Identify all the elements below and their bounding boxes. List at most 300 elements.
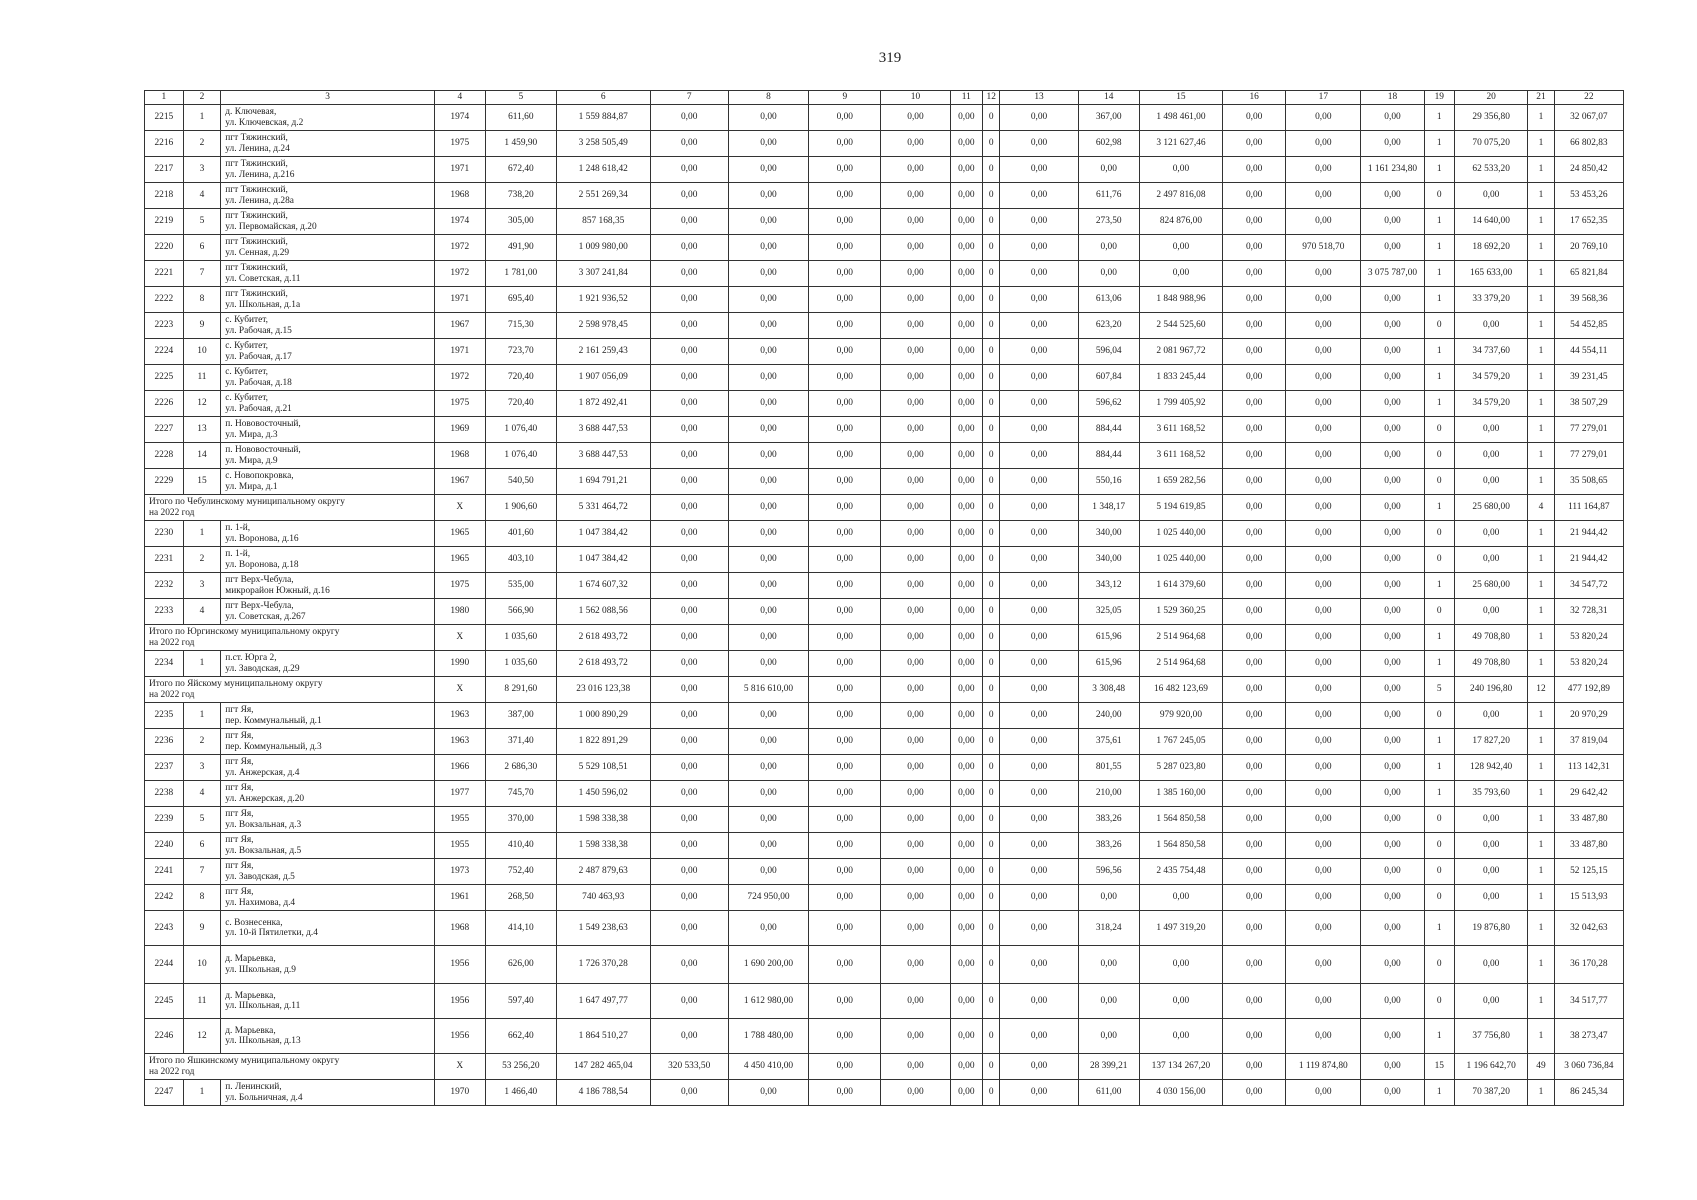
row-number-cell: 2240 <box>145 833 184 859</box>
value-cell: 1 690 200,00 <box>728 946 808 984</box>
value-cell: 34 579,20 <box>1455 391 1528 417</box>
value-cell: 0 <box>1424 599 1455 625</box>
value-cell: 25 680,00 <box>1455 573 1528 599</box>
value-cell: 0,00 <box>1455 885 1528 911</box>
value-cell: 0,00 <box>1286 157 1361 183</box>
value-cell: 0,00 <box>728 209 808 235</box>
value-cell: 32 067,07 <box>1554 105 1623 131</box>
value-cell: 0,00 <box>950 235 983 261</box>
address-cell <box>221 807 435 833</box>
row-number-cell: 2224 <box>145 339 184 365</box>
value-cell: 1 <box>1528 1080 1554 1106</box>
value-cell: 602,98 <box>1078 131 1139 157</box>
value-cell: 0,00 <box>1361 469 1424 495</box>
table-row <box>145 1019 1624 1054</box>
value-cell: 33 487,80 <box>1554 807 1623 833</box>
address-line: ул. Ключевская, д.2 <box>225 117 304 128</box>
value-cell: 0,00 <box>950 391 983 417</box>
value-cell: 12 <box>1528 677 1554 703</box>
value-cell: 1 564 850,58 <box>1139 833 1222 859</box>
value-cell: 0,00 <box>881 183 950 209</box>
value-cell: 0 <box>1424 417 1455 443</box>
row-number-cell: 2238 <box>145 781 184 807</box>
row-index-cell: 5 <box>183 807 221 833</box>
value-cell: 1 161 234,80 <box>1361 157 1424 183</box>
value-cell: 884,44 <box>1078 417 1139 443</box>
value-cell: 410,40 <box>485 833 556 859</box>
value-cell: 0,00 <box>950 833 983 859</box>
value-cell: 1 <box>1528 547 1554 573</box>
value-cell: 0,00 <box>1361 1019 1424 1054</box>
value-cell: 0 <box>983 677 1000 703</box>
value-cell: 39 568,36 <box>1554 287 1623 313</box>
value-cell: 137 134 267,20 <box>1139 1054 1222 1080</box>
value-cell: 1 <box>1424 391 1455 417</box>
value-cell: 1 <box>1528 287 1554 313</box>
value-cell: 0,00 <box>950 859 983 885</box>
value-cell: 1 035,60 <box>485 651 556 677</box>
value-cell: 0,00 <box>950 1080 983 1106</box>
value-cell: 1961 <box>434 885 485 911</box>
value-cell: 0,00 <box>1286 391 1361 417</box>
value-cell: 0,00 <box>881 547 950 573</box>
value-cell: 2 161 259,43 <box>556 339 650 365</box>
value-cell: 0,00 <box>1000 469 1078 495</box>
value-cell: 0 <box>983 781 1000 807</box>
total-label-line: Итого по Яшкинскому муниципальному округу <box>149 1056 340 1066</box>
value-cell: 0,00 <box>1223 183 1286 209</box>
value-cell: 0,00 <box>1078 885 1139 911</box>
value-cell: 49 708,80 <box>1455 651 1528 677</box>
row-number-cell: 2215 <box>145 105 184 131</box>
value-cell: 2 686,30 <box>485 755 556 781</box>
row-number-cell: 2219 <box>145 209 184 235</box>
value-cell: 0,00 <box>809 911 881 946</box>
value-cell: 1 <box>1528 235 1554 261</box>
value-cell: 1 598 338,38 <box>556 807 650 833</box>
column-header-row <box>145 91 1624 105</box>
value-cell: 1971 <box>434 157 485 183</box>
address-line: пер. Коммунальный, д.1 <box>225 715 322 726</box>
value-cell: 0,00 <box>1000 946 1078 984</box>
address-line: д. Марьевка, <box>225 990 276 1001</box>
total-label <box>145 677 435 703</box>
value-cell: 0,00 <box>728 521 808 547</box>
row-index-cell: 3 <box>183 157 221 183</box>
value-cell: 1 <box>1528 703 1554 729</box>
value-cell: 0,00 <box>1455 946 1528 984</box>
row-index-cell: 9 <box>183 313 221 339</box>
row-number-cell: 2226 <box>145 391 184 417</box>
value-cell: 0,00 <box>1223 287 1286 313</box>
value-cell: 1 <box>1528 946 1554 984</box>
value-cell: 53 453,26 <box>1554 183 1623 209</box>
value-cell: 0 <box>983 547 1000 573</box>
row-index-cell: 7 <box>183 859 221 885</box>
address-line: ул. Школьная, д.11 <box>225 1001 301 1011</box>
address-line: д. Ключевая, <box>225 107 277 117</box>
value-cell: 1 921 936,52 <box>556 287 650 313</box>
value-cell: 0,00 <box>809 131 881 157</box>
row-number-cell: 2236 <box>145 729 184 755</box>
value-cell: 0,00 <box>1455 807 1528 833</box>
value-cell: 32 728,31 <box>1554 599 1623 625</box>
value-cell: 1969 <box>434 417 485 443</box>
value-cell: 0,00 <box>950 157 983 183</box>
value-cell: 0,00 <box>950 946 983 984</box>
value-cell: 0 <box>983 157 1000 183</box>
address-line: п. Нововосточный, <box>225 419 301 429</box>
value-cell: 1977 <box>434 781 485 807</box>
value-cell: 1 833 245,44 <box>1139 365 1222 391</box>
value-cell: 0,00 <box>1361 651 1424 677</box>
value-cell: 0,00 <box>1286 1080 1361 1106</box>
address-cell <box>221 755 435 781</box>
value-cell: 0,00 <box>950 131 983 157</box>
value-cell: 0,00 <box>1361 807 1424 833</box>
value-cell: 320 533,50 <box>650 1054 728 1080</box>
value-cell: 1 612 980,00 <box>728 984 808 1019</box>
value-cell: 0,00 <box>1286 131 1361 157</box>
value-cell: 29 356,80 <box>1455 105 1528 131</box>
total-label-line: Итого по Яйскому муниципальному округу <box>149 679 323 689</box>
row-number-cell: 2227 <box>145 417 184 443</box>
value-cell: 0,00 <box>728 781 808 807</box>
value-cell: 0,00 <box>950 261 983 287</box>
value-cell: 0,00 <box>650 417 728 443</box>
row-index-cell: 11 <box>183 984 221 1019</box>
value-cell: 0,00 <box>1286 313 1361 339</box>
value-cell: 1 906,60 <box>485 495 556 521</box>
value-cell: 0,00 <box>950 625 983 651</box>
value-cell: 2 081 967,72 <box>1139 339 1222 365</box>
value-cell: 1 864 510,27 <box>556 1019 650 1054</box>
row-number-cell: 2216 <box>145 131 184 157</box>
value-cell: 0,00 <box>1361 339 1424 365</box>
value-cell: 0,00 <box>1455 313 1528 339</box>
table-row <box>145 833 1624 859</box>
value-cell: 0,00 <box>728 339 808 365</box>
value-cell: 1 <box>1528 183 1554 209</box>
value-cell: 550,16 <box>1078 469 1139 495</box>
table-row <box>145 911 1624 946</box>
value-cell: 0,00 <box>1361 946 1424 984</box>
address-line: ул. Мира, д.1 <box>225 481 278 492</box>
value-cell: 0,00 <box>950 911 983 946</box>
address-line: пгт Яя, <box>225 757 254 767</box>
value-cell: 0,00 <box>881 755 950 781</box>
value-cell: 1 <box>1528 391 1554 417</box>
value-cell: 857 168,35 <box>556 209 650 235</box>
value-cell: 1 659 282,56 <box>1139 469 1222 495</box>
value-cell: 0,00 <box>950 547 983 573</box>
table-row <box>145 1080 1624 1106</box>
total-label <box>145 625 435 651</box>
address-line: пгт Тяжинский, <box>225 237 288 247</box>
value-cell: 1 <box>1424 105 1455 131</box>
value-cell: 1 799 405,92 <box>1139 391 1222 417</box>
row-index-cell: 6 <box>183 833 221 859</box>
value-cell: 0,00 <box>1223 755 1286 781</box>
table-row <box>145 703 1624 729</box>
value-cell: 0 <box>983 339 1000 365</box>
value-cell: 0,00 <box>1000 885 1078 911</box>
value-cell: 340,00 <box>1078 547 1139 573</box>
value-cell: 1963 <box>434 729 485 755</box>
value-cell: 0,00 <box>728 1080 808 1106</box>
row-index-cell: 1 <box>183 1080 221 1106</box>
value-cell: 0,00 <box>1139 235 1222 261</box>
value-cell: 403,10 <box>485 547 556 573</box>
value-cell: 1 <box>1528 521 1554 547</box>
value-cell: 0,00 <box>809 339 881 365</box>
row-index-cell: 1 <box>183 105 221 131</box>
value-cell: 0,00 <box>881 885 950 911</box>
value-cell: 0,00 <box>1361 1080 1424 1106</box>
row-index-cell: 3 <box>183 573 221 599</box>
value-cell: 37 819,04 <box>1554 729 1623 755</box>
value-cell: 1971 <box>434 339 485 365</box>
value-cell: 1974 <box>434 209 485 235</box>
address-line: ул. Советская, д.267 <box>225 611 306 622</box>
column-header: 2 <box>183 91 221 105</box>
table-row <box>145 946 1624 984</box>
value-cell: 0,00 <box>650 391 728 417</box>
value-cell: 0,00 <box>881 391 950 417</box>
column-header: 20 <box>1455 91 1528 105</box>
value-cell: 1975 <box>434 573 485 599</box>
value-cell: 0,00 <box>809 235 881 261</box>
value-cell: 0,00 <box>1000 521 1078 547</box>
value-cell: 0 <box>983 946 1000 984</box>
value-cell: 1 450 596,02 <box>556 781 650 807</box>
value-cell: 2 435 754,48 <box>1139 859 1222 885</box>
address-cell <box>221 833 435 859</box>
value-cell: 1956 <box>434 1019 485 1054</box>
value-cell: 0,00 <box>1000 417 1078 443</box>
address-line: пгт Яя, <box>225 861 254 871</box>
address-cell <box>221 235 435 261</box>
table-row <box>145 313 1624 339</box>
value-cell: 305,00 <box>485 209 556 235</box>
value-cell: 414,10 <box>485 911 556 946</box>
value-cell: 1 <box>1424 261 1455 287</box>
value-cell: 0,00 <box>809 391 881 417</box>
value-cell: 0 <box>983 1019 1000 1054</box>
value-cell: 387,00 <box>485 703 556 729</box>
value-cell: 0 <box>983 287 1000 313</box>
value-cell: 1 <box>1424 573 1455 599</box>
total-label-line: на 2022 год <box>149 507 195 518</box>
value-cell: 0,00 <box>1361 703 1424 729</box>
value-cell: 0,00 <box>881 131 950 157</box>
table-row <box>145 235 1624 261</box>
value-cell: 1955 <box>434 833 485 859</box>
value-cell: 1 848 988,96 <box>1139 287 1222 313</box>
value-cell: 1971 <box>434 287 485 313</box>
row-number-cell: 2218 <box>145 183 184 209</box>
value-cell: 0,00 <box>809 833 881 859</box>
value-cell: 0,00 <box>1286 599 1361 625</box>
row-number-cell: 2239 <box>145 807 184 833</box>
value-cell: 0,00 <box>950 651 983 677</box>
value-cell: 165 633,00 <box>1455 261 1528 287</box>
address-line: ул. Рабочая, д.15 <box>225 325 292 336</box>
address-cell <box>221 313 435 339</box>
value-cell: 611,60 <box>485 105 556 131</box>
value-cell: 0,00 <box>1000 365 1078 391</box>
value-cell: 0,00 <box>1223 885 1286 911</box>
value-cell: 1 549 238,63 <box>556 911 650 946</box>
value-cell: 0,00 <box>650 131 728 157</box>
value-cell: 979 920,00 <box>1139 703 1222 729</box>
value-cell: 0,00 <box>881 729 950 755</box>
value-cell: 1 <box>1528 729 1554 755</box>
value-cell: 1 047 384,42 <box>556 521 650 547</box>
value-cell: 1 614 379,60 <box>1139 573 1222 599</box>
value-cell: 1 <box>1528 469 1554 495</box>
value-cell: 0,00 <box>728 599 808 625</box>
table-row <box>145 651 1624 677</box>
value-cell: 695,40 <box>485 287 556 313</box>
value-cell: 0,00 <box>1361 391 1424 417</box>
column-header: 6 <box>556 91 650 105</box>
address-cell <box>221 573 435 599</box>
value-cell: 1990 <box>434 651 485 677</box>
value-cell: 3 688 447,53 <box>556 417 650 443</box>
value-cell: 0 <box>1424 313 1455 339</box>
value-cell: 0,00 <box>1223 807 1286 833</box>
value-cell: 0,00 <box>950 984 983 1019</box>
value-cell: 1968 <box>434 183 485 209</box>
row-number-cell: 2220 <box>145 235 184 261</box>
total-label-line: на 2022 год <box>149 637 195 648</box>
value-cell: 3 258 505,49 <box>556 131 650 157</box>
row-index-cell: 7 <box>183 261 221 287</box>
value-cell: 52 125,15 <box>1554 859 1623 885</box>
value-cell: 1 529 360,25 <box>1139 599 1222 625</box>
value-cell: 0,00 <box>650 755 728 781</box>
value-cell: 0,00 <box>950 807 983 833</box>
address-cell <box>221 105 435 131</box>
address-line: ул. Сенная, д.29 <box>225 247 290 258</box>
value-cell: 34 517,77 <box>1554 984 1623 1019</box>
table-row <box>145 573 1624 599</box>
value-cell: 0,00 <box>809 807 881 833</box>
address-line: ул. Нахимова, д.4 <box>225 897 296 908</box>
value-cell: 1 <box>1424 651 1455 677</box>
value-cell: 268,50 <box>485 885 556 911</box>
value-cell: 4 <box>1528 495 1554 521</box>
row-index-cell: 1 <box>183 703 221 729</box>
value-cell: 0,00 <box>809 157 881 183</box>
value-cell: 0,00 <box>881 807 950 833</box>
value-cell: 1 907 056,09 <box>556 365 650 391</box>
value-cell: 2 514 964,68 <box>1139 651 1222 677</box>
total-row <box>145 625 1624 651</box>
table-row <box>145 984 1624 1019</box>
value-cell: 0,00 <box>881 1080 950 1106</box>
value-cell: 38 507,29 <box>1554 391 1623 417</box>
value-cell: 0,00 <box>1223 833 1286 859</box>
value-cell: 44 554,11 <box>1554 339 1623 365</box>
value-cell: 824 876,00 <box>1139 209 1222 235</box>
value-cell: 1 498 461,00 <box>1139 105 1222 131</box>
value-cell: 0,00 <box>950 521 983 547</box>
value-cell: 0 <box>1424 521 1455 547</box>
value-cell: 0,00 <box>1223 131 1286 157</box>
value-cell: 1 <box>1424 131 1455 157</box>
value-cell: 0,00 <box>650 183 728 209</box>
value-cell: 0,00 <box>950 599 983 625</box>
value-cell: 535,00 <box>485 573 556 599</box>
value-cell: 2 551 269,34 <box>556 183 650 209</box>
value-cell: 0,00 <box>1286 339 1361 365</box>
value-cell: 0 <box>1424 946 1455 984</box>
row-number-cell: 2217 <box>145 157 184 183</box>
value-cell: 15 <box>1424 1054 1455 1080</box>
address-line: п. 1-й, <box>225 549 251 559</box>
value-cell: 0,00 <box>1286 781 1361 807</box>
row-index-cell: 11 <box>183 365 221 391</box>
row-number-cell: 2221 <box>145 261 184 287</box>
value-cell: 0,00 <box>1000 313 1078 339</box>
value-cell: 626,00 <box>485 946 556 984</box>
value-cell: 1 559 884,87 <box>556 105 650 131</box>
value-cell: 0,00 <box>950 287 983 313</box>
value-cell: 1970 <box>434 1080 485 1106</box>
address-cell <box>221 417 435 443</box>
value-cell: 0,00 <box>809 781 881 807</box>
value-cell: 3 611 168,52 <box>1139 417 1222 443</box>
value-cell: 0,00 <box>728 495 808 521</box>
value-cell: 1 <box>1424 755 1455 781</box>
value-cell: 596,62 <box>1078 391 1139 417</box>
value-cell: 0,00 <box>1361 885 1424 911</box>
value-cell: 0,00 <box>1286 946 1361 984</box>
value-cell: 0,00 <box>809 703 881 729</box>
value-cell: 0,00 <box>1361 313 1424 339</box>
value-cell: 0 <box>1424 443 1455 469</box>
value-cell: 0 <box>983 1054 1000 1080</box>
value-cell: 0,00 <box>1286 547 1361 573</box>
value-cell: 0,00 <box>1223 365 1286 391</box>
address-line: с. Кубитет, <box>225 367 269 377</box>
value-cell: 0,00 <box>728 131 808 157</box>
value-cell: 1 <box>1528 599 1554 625</box>
value-cell: 0,00 <box>1286 625 1361 651</box>
value-cell: 0,00 <box>1000 261 1078 287</box>
value-cell: 1 196 642,70 <box>1455 1054 1528 1080</box>
value-cell: 1 <box>1528 105 1554 131</box>
value-cell: 0,00 <box>950 313 983 339</box>
address-line: с. Вознесенка, <box>225 917 283 928</box>
address-cell <box>221 781 435 807</box>
column-header: 7 <box>650 91 728 105</box>
value-cell: 0 <box>983 313 1000 339</box>
address-line: ул. Ленина, д.28а <box>225 195 294 206</box>
table-row <box>145 781 1624 807</box>
address-cell <box>221 365 435 391</box>
value-cell: 0,00 <box>881 833 950 859</box>
value-cell: 0,00 <box>1000 1080 1078 1106</box>
value-cell: 0 <box>1424 885 1455 911</box>
address-line: ул. Воронова, д.18 <box>225 559 299 570</box>
value-cell: 723,70 <box>485 339 556 365</box>
column-header: 12 <box>983 91 1000 105</box>
value-cell: 0,00 <box>1286 105 1361 131</box>
value-cell: 86 245,34 <box>1554 1080 1623 1106</box>
